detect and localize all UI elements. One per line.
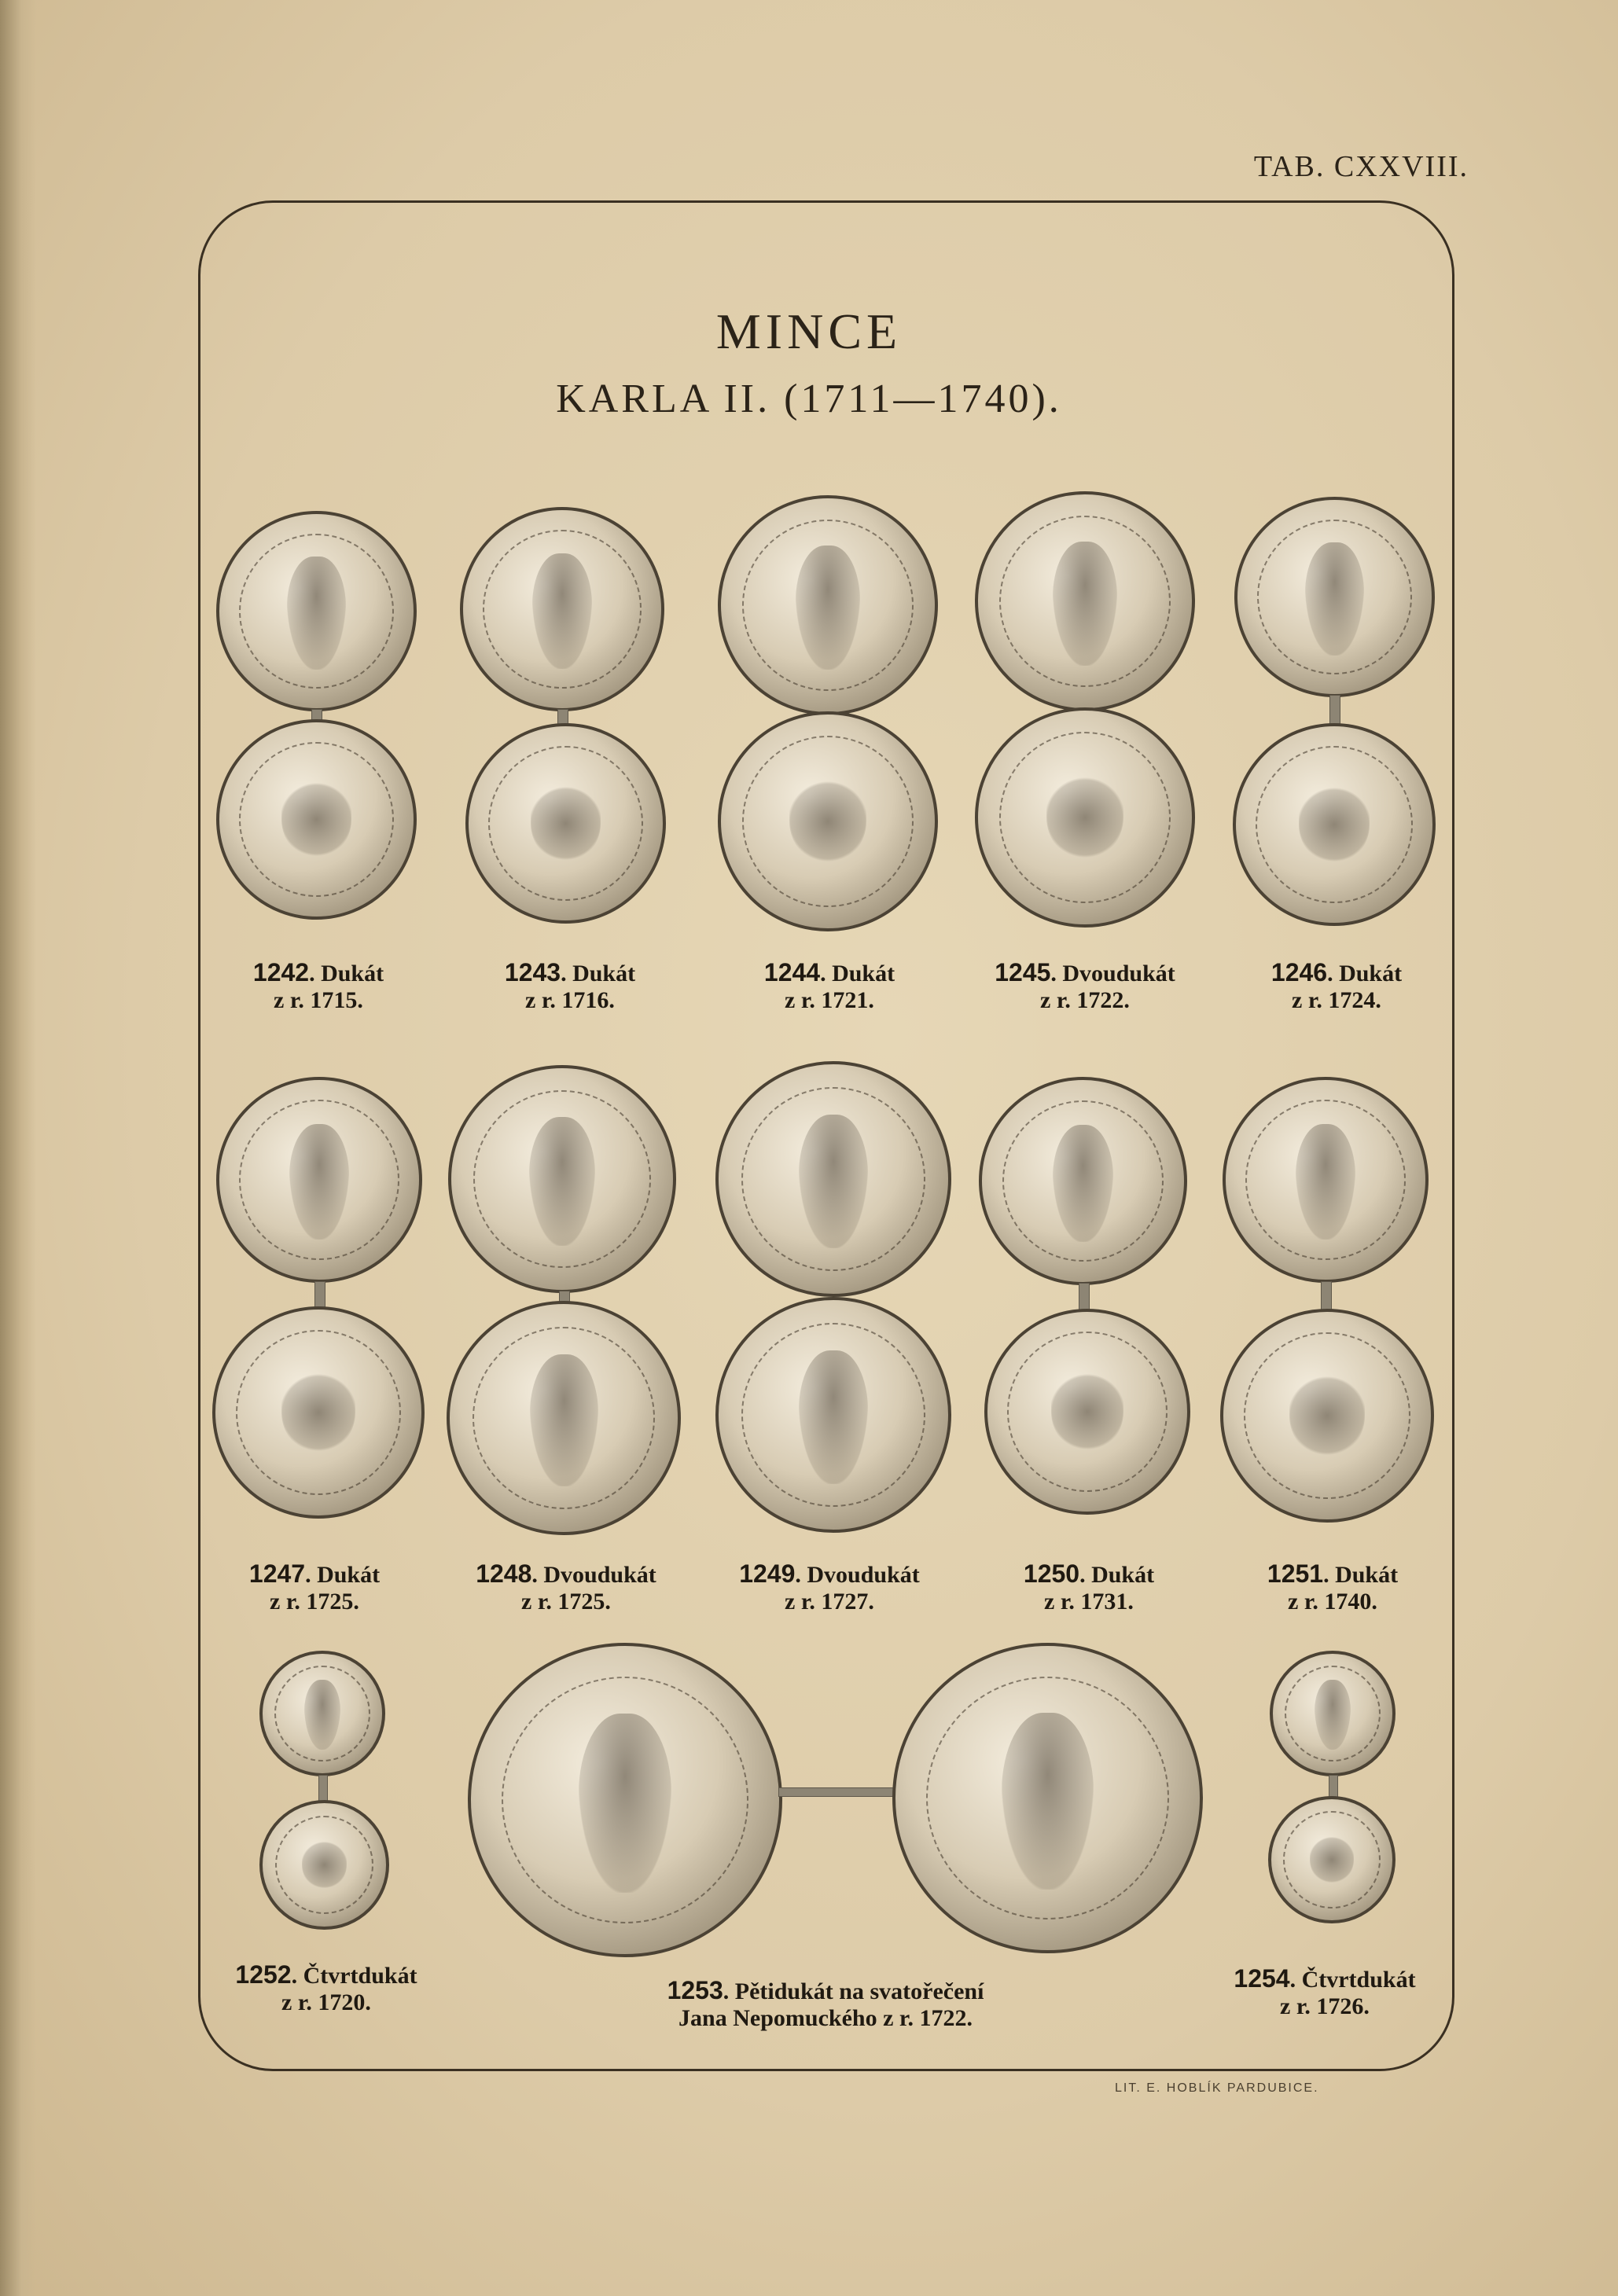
coin-1246-reverse — [1233, 723, 1436, 926]
coin-1249-reverse — [715, 1297, 951, 1533]
coin-1251-link — [1321, 1281, 1332, 1313]
coin-1245-obverse — [975, 491, 1195, 711]
caption-name: Dukát — [321, 961, 384, 986]
coin-1253-reverse — [892, 1643, 1203, 1953]
caption-1248: 1248. Dvoudukát z r. 1725. — [444, 1560, 688, 1615]
caption-number: 1248 — [476, 1559, 532, 1588]
caption-1246: 1246. Dukát z r. 1724. — [1230, 959, 1443, 1014]
caption-name: Dvoudukát — [1062, 961, 1175, 986]
caption-1252: 1252. Čtvrtdukát z r. 1720. — [204, 1961, 448, 2016]
coin-1250-obverse — [979, 1077, 1187, 1285]
coin-1254-reverse — [1268, 1796, 1396, 1923]
caption-number: 1245 — [995, 958, 1051, 986]
caption-name: Čtvrtdukát — [1301, 1967, 1416, 1993]
caption-1253: 1253. Pětidukát na svatořečení Jana Nepomuckého z r. 1722. — [598, 1977, 1054, 2032]
coin-1251-obverse — [1223, 1077, 1429, 1283]
caption-name: Dukát — [572, 961, 636, 986]
caption-name: Dvoudukát — [807, 1562, 920, 1588]
caption-name: Dukát — [1335, 1562, 1399, 1588]
plate-number: TAB. CXXVIII. — [1253, 150, 1469, 183]
caption-date: z r. 1725. — [270, 1589, 359, 1615]
coin-1247-reverse — [212, 1306, 425, 1519]
caption-number: 1247 — [248, 1559, 306, 1588]
caption-date: z r. 1725. — [521, 1589, 611, 1615]
coin-1254-obverse — [1270, 1651, 1396, 1776]
coin-1252-reverse — [259, 1800, 389, 1930]
caption-name: Dukát — [317, 1562, 381, 1588]
caption-name: Dukát — [1339, 961, 1403, 986]
caption-name: Dvoudukát — [543, 1562, 656, 1588]
caption-number: 1243 — [504, 958, 561, 986]
caption-date: z r. 1715. — [274, 987, 363, 1013]
coin-1244-reverse — [718, 711, 938, 931]
caption-1245: 1245. Dvoudukát z r. 1722. — [963, 959, 1207, 1014]
caption-date: z r. 1726. — [1280, 1993, 1370, 2019]
caption-date: Jana Nepomuckého z r. 1722. — [678, 2005, 973, 2031]
coin-1246-obverse — [1234, 497, 1435, 697]
caption-number: 1244 — [763, 958, 821, 986]
caption-number: 1250 — [1023, 1559, 1080, 1588]
caption-date: z r. 1716. — [525, 987, 615, 1013]
coin-1243-reverse — [465, 723, 666, 924]
coin-1251-reverse — [1220, 1309, 1434, 1523]
coin-1250-reverse — [984, 1309, 1190, 1515]
coin-1248-reverse — [447, 1301, 681, 1535]
caption-number: 1251 — [1267, 1559, 1324, 1588]
plate-title: MINCE — [715, 303, 903, 359]
printer-imprint: LIT. E. HOBLÍK PARDUBICE. — [1115, 2081, 1319, 2095]
coin-1243-obverse — [460, 507, 664, 711]
caption-1247: 1247. Dukát z r. 1725. — [204, 1560, 425, 1615]
coin-1249-obverse — [715, 1061, 951, 1297]
coin-1242-obverse — [216, 511, 417, 711]
caption-1249: 1249. Dvoudukát z r. 1727. — [708, 1560, 951, 1615]
caption-name: Pětidukát na svatořečení — [734, 1978, 984, 2004]
caption-name: Čtvrtdukát — [303, 1963, 417, 1989]
caption-date: z r. 1721. — [785, 987, 874, 1013]
caption-number: 1249 — [739, 1559, 796, 1588]
caption-date: z r. 1731. — [1044, 1589, 1134, 1615]
coin-1244-obverse — [718, 495, 938, 715]
coin-1245-reverse — [975, 707, 1195, 928]
caption-number: 1242 — [252, 958, 310, 986]
caption-name: Dukát — [832, 961, 895, 986]
coin-1248-obverse — [448, 1065, 676, 1293]
caption-number: 1253 — [667, 1976, 723, 2004]
caption-1242: 1242. Dukát z r. 1715. — [212, 959, 425, 1014]
coin-1253-link — [778, 1787, 898, 1797]
caption-1250: 1250. Dukát z r. 1731. — [979, 1560, 1199, 1615]
caption-1243: 1243. Dukát z r. 1716. — [464, 959, 676, 1014]
caption-date: z r. 1724. — [1292, 987, 1381, 1013]
plate-subtitle: KARLA II. (1711—1740). — [556, 377, 1062, 421]
coin-1242-reverse — [216, 719, 417, 920]
caption-1244: 1244. Dukát z r. 1721. — [719, 959, 940, 1014]
caption-number: 1252 — [235, 1960, 292, 1989]
caption-date: z r. 1722. — [1040, 987, 1130, 1013]
caption-date: z r. 1727. — [785, 1589, 874, 1615]
caption-date: z r. 1740. — [1288, 1589, 1377, 1615]
caption-number: 1254 — [1234, 1964, 1290, 1993]
coin-1252-obverse — [259, 1651, 385, 1776]
caption-1251: 1251. Dukát z r. 1740. — [1223, 1560, 1443, 1615]
caption-name: Dukát — [1091, 1562, 1155, 1588]
coin-1253-obverse — [468, 1643, 782, 1957]
caption-1254: 1254. Čtvrtdukát z r. 1726. — [1203, 1965, 1447, 2020]
caption-number: 1246 — [1270, 958, 1328, 986]
coin-1247-obverse — [216, 1077, 422, 1283]
caption-date: z r. 1720. — [281, 1989, 371, 2015]
